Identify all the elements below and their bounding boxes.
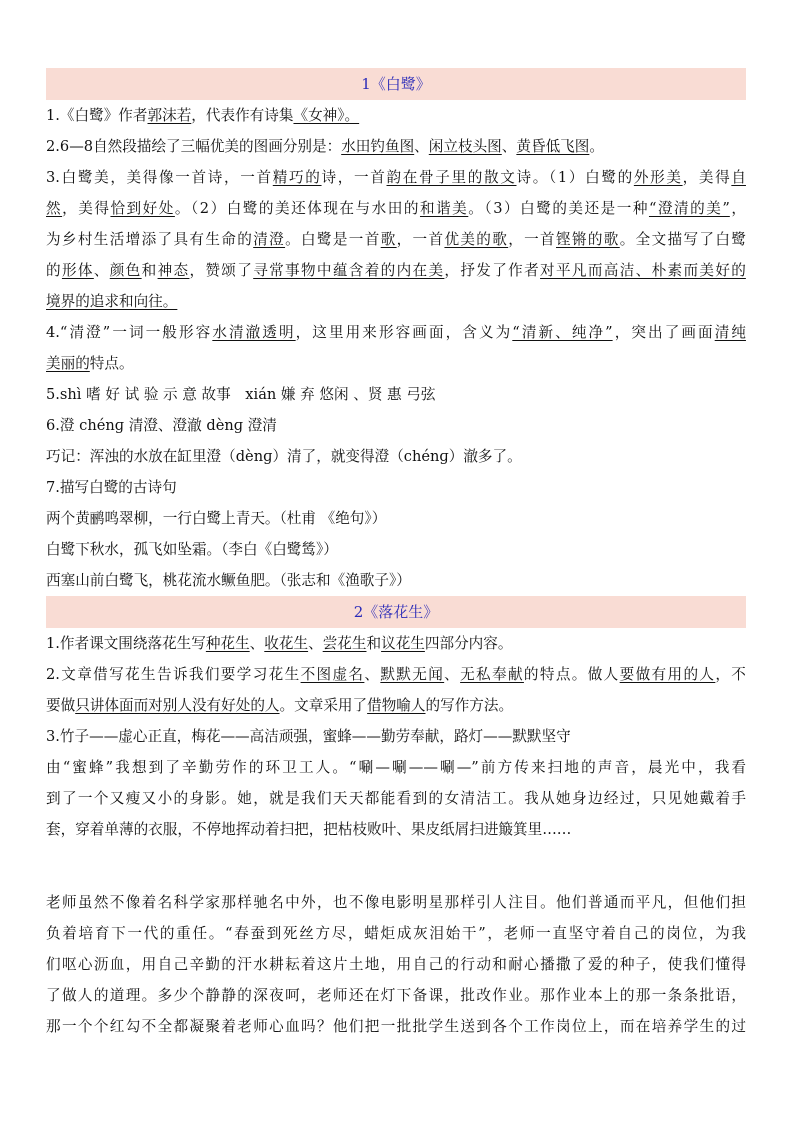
underlined-answer: 尝花生	[322, 635, 367, 652]
text-segment: 。（3）白鹭的美还是一种	[468, 200, 649, 217]
text-segment: ，这里用来形容画面，含义为	[295, 324, 513, 341]
text-segment: 巧记：浑浊的水放在缸里澄（dènɡ）清了，就变得澄（chénɡ）澈多了。	[46, 448, 522, 465]
text-segment: 到了一个又瘦又小的身影。她，就是我们天天都能看到的女清洁工。我从她身边经过，只见她戴着手	[46, 790, 746, 807]
text-line	[46, 255, 746, 286]
text-segment: 1.《白鹭》作者	[46, 107, 148, 124]
text-segment: ，不	[715, 666, 746, 683]
text-segment: 要做	[46, 697, 76, 714]
text-segment: 。（2）白鹭的美还体现在与水田的	[174, 200, 420, 217]
underlined-answer: “清新、纯净”	[512, 324, 613, 341]
underlined-answer: 清澄	[253, 231, 286, 248]
text-line	[46, 317, 746, 348]
underlined-answer: 然	[46, 200, 63, 217]
section-header-bailu: 1《白鹭》	[46, 68, 746, 100]
text-segment: 的	[46, 262, 62, 279]
text-segment: 的特点。做人	[523, 666, 620, 683]
text-segment: ，	[729, 200, 746, 217]
underlined-answer: 要做有用的人	[619, 666, 716, 683]
text-segment: ，突出了画面	[612, 324, 715, 341]
text-segment: ，一首	[396, 231, 445, 248]
text-segment: 3.白鹭美，美得像一首诗，一首	[46, 169, 273, 186]
essay-line: 们呕心沥血，用自己辛勤的汗水耕耘着这片土地，用自己的行动和耐心播撒了爱的种子，使我们懂得	[46, 956, 746, 973]
text-line	[46, 752, 746, 783]
text-line	[46, 565, 746, 596]
blank-gap	[46, 845, 746, 887]
text-line	[46, 814, 746, 845]
essay-paragraph	[46, 887, 746, 1042]
text-segment: 2.文章借写花生告诉我们要学习花生	[46, 666, 301, 683]
underlined-answer: 水清澈透明	[212, 324, 296, 341]
text-segment: 7.描写白鹭的古诗句	[46, 479, 177, 496]
underlined-answer: 美丽的	[46, 355, 90, 372]
essay-line: 那一个个红勾不全都凝聚着老师心血吗？他们把一批批学生送到各个工作岗位上，而在培养学生的过	[46, 1018, 746, 1035]
text-segment: 由“蜜蜂”我想到了辛勤劳作的环卫工人。“唰—唰——唰—”前方传来扫地的声音，晨光中，我看	[46, 759, 746, 776]
text-line	[46, 286, 746, 317]
text-segment: 为乡村生活增添了具有生命的	[46, 231, 254, 248]
text-segment: ，美得	[62, 200, 111, 217]
text-segment: 四部分内容。	[424, 635, 513, 652]
text-line	[46, 379, 746, 410]
underlined-answer: 和谐美	[419, 200, 469, 217]
essay-line: 负着培育下一代的重任。“春蚕到死丝方尽，蜡炬成灰泪始干”，老师一直坚守着自己的岗位，为我	[46, 925, 746, 942]
text-segment: ，美得	[682, 169, 732, 186]
section-header-luohuasheng: 2《落花生》	[46, 596, 746, 628]
document-page	[46, 68, 746, 1042]
section-body-bailu	[46, 100, 746, 596]
text-line	[46, 783, 746, 814]
underlined-answer: 黄昏低飞图	[516, 138, 590, 155]
underlined-answer: 颜色	[109, 262, 142, 279]
text-line	[46, 131, 746, 162]
underlined-answer: 铿锵的歌	[556, 231, 620, 248]
text-segment: 、	[414, 138, 429, 155]
underlined-answer: 无私奉献	[460, 666, 524, 683]
text-segment: ，赞颂了	[189, 262, 254, 279]
underlined-answer: 郭沫若	[147, 107, 192, 124]
underlined-answer: 只讲体面而对别人没有好处的人	[75, 697, 280, 714]
underlined-answer: 清纯	[714, 324, 746, 341]
underlined-answer: 恰到好处	[110, 200, 175, 217]
text-line	[46, 721, 746, 752]
text-segment: ，一首	[508, 231, 556, 248]
text-segment: 、	[308, 635, 323, 652]
text-line	[46, 348, 746, 379]
text-line	[46, 100, 746, 131]
text-line	[46, 659, 746, 690]
underlined-answer: 闲立枝头图	[428, 138, 502, 155]
text-segment: 。白鹭是一首	[285, 231, 381, 248]
text-segment: 5.shì 嗜 好 试 验 示 意 故事 xián 嫌 弃 悠闲 、贤 惠 弓弦	[46, 386, 436, 403]
underlined-answer: 韵在骨子里的散文	[386, 169, 517, 186]
text-line	[46, 224, 746, 255]
text-segment: 、	[501, 138, 517, 155]
underlined-answer: 收花生	[264, 635, 309, 652]
text-line	[46, 441, 746, 472]
text-segment: ，抒发了作者	[444, 262, 541, 279]
text-segment: 和	[366, 635, 382, 652]
text-line	[46, 410, 746, 441]
underlined-answer: 借物喻人	[367, 697, 426, 714]
text-segment: 套，穿着单薄的衣服，不停地挥动着扫把，把枯枝败叶、果皮纸屑扫进簸箕里……	[46, 821, 572, 838]
text-segment: 、	[444, 666, 461, 683]
text-segment: 诗。（1）白鹭的	[516, 169, 634, 186]
section-body-luohuasheng	[46, 628, 746, 845]
underlined-answer: 议花生	[381, 635, 425, 652]
underlined-answer: 精巧的	[272, 169, 322, 186]
text-segment: 、	[364, 666, 381, 683]
essay-line: 了做人的道理。多少个静静的深夜呵，老师还在灯下备课，批改作业。那作业本上的那一条条批语，	[46, 987, 746, 1004]
text-segment: 3.竹子——虚心正直，梅花——高洁顽强，蜜蜂——勤劳奉献，路灯——默默坚守	[46, 728, 571, 745]
text-segment: 4.“清澄”一词一般形容	[46, 324, 213, 341]
text-segment: 的写作方法。	[425, 697, 514, 714]
text-segment: 白鹭下秋水，孤飞如坠霜。（李白《白鹭鸶》）	[46, 541, 338, 558]
text-segment: 。	[589, 138, 604, 155]
text-line	[46, 162, 746, 193]
underlined-answer: 自	[731, 169, 746, 186]
text-segment: 1.作者课文围绕落花生写	[46, 635, 206, 652]
text-segment: 。全文描写了白鹭	[619, 231, 746, 248]
underlined-answer: 歌	[380, 231, 397, 248]
text-line	[46, 472, 746, 503]
essay-line: 老师虽然不像着名科学家那样驰名中外，也不像电影明星那样引人注目。他们普通而平凡，但他们担	[46, 894, 746, 911]
underlined-answer: 不图虚名	[300, 666, 365, 683]
underlined-answer: 对平凡而高洁、朴素而美好的	[540, 262, 746, 279]
underlined-answer: 默默无闻	[380, 666, 445, 683]
text-segment: 6.澄 chénɡ 清澄、澄澈 dènɡ 澄清	[46, 417, 277, 434]
text-segment: 诗，一首	[321, 169, 387, 186]
text-segment: 特点。	[89, 355, 134, 372]
text-segment: 西塞山前白鹭飞，桃花流水鳜鱼肥。（张志和《渔歌子》）	[46, 572, 411, 589]
text-line	[46, 628, 746, 659]
underlined-answer: “澄清的美”	[648, 200, 730, 217]
underlined-answer: 形体	[61, 262, 94, 279]
underlined-answer: 寻常事物中蕴含着的内在美	[253, 262, 445, 279]
text-segment: 。文章采用了	[279, 697, 368, 714]
text-line	[46, 690, 746, 721]
underlined-answer: 种花生	[205, 635, 250, 652]
text-segment: 、	[93, 262, 110, 279]
underlined-answer: 《女神》。	[293, 107, 360, 124]
underlined-answer: 外形美	[633, 169, 683, 186]
text-segment: 、	[249, 635, 265, 652]
underlined-answer: 境界的追求和向往。	[46, 293, 178, 310]
text-line	[46, 503, 746, 534]
text-segment: 2.6—8自然段描绘了三幅优美的图画分别是：	[46, 138, 342, 155]
text-line	[46, 193, 746, 224]
text-segment: 两个黄鹂鸣翠柳，一行白鹭上青天。（杜甫 《绝句》）	[46, 510, 387, 527]
text-line	[46, 534, 746, 565]
text-segment: 和	[141, 262, 158, 279]
underlined-answer: 神态	[157, 262, 190, 279]
underlined-answer: 水田钓鱼图	[341, 138, 415, 155]
underlined-answer: 优美的歌	[444, 231, 509, 248]
text-segment: ，代表作有诗集	[191, 107, 294, 124]
